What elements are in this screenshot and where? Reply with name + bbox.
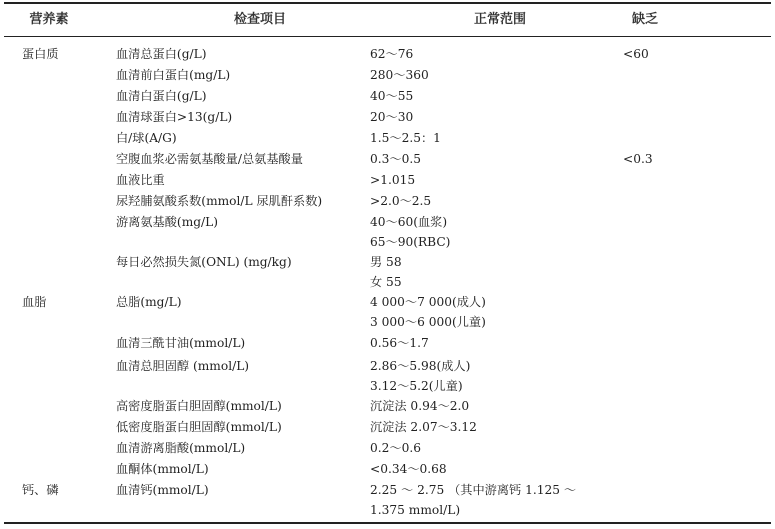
nutrient-label: 蛋白质 (22, 47, 59, 61)
table-bottom-rule (4, 522, 771, 524)
item-label: 尿羟脯氨酸系数(mmol/L 尿肌酐系数) (116, 194, 323, 208)
header-rule (4, 36, 771, 37)
range-value: 男 58 (370, 255, 402, 269)
item-label: 血液比重 (116, 173, 165, 187)
header-item: 检查项目 (233, 12, 286, 27)
item-label: 白/球(A/G) (116, 131, 177, 145)
item-label: 血清总胆固醇 (mmol/L) (116, 359, 250, 373)
range-value: >2.0～2.5 (370, 194, 432, 208)
range-value: 1.375 mmol/L) (370, 503, 461, 517)
range-value: >1.015 (370, 173, 416, 187)
range-value: 0.3～0.5 (370, 152, 421, 166)
item-label: 血清白蛋白(g/L) (116, 89, 207, 103)
range-value: 40～60(血浆) (370, 215, 448, 229)
range-value: 2.86～5.98(成人) (370, 359, 471, 373)
item-label: 血清前白蛋白(mg/L) (116, 68, 231, 82)
range-value: 3.12～5.2(儿童) (370, 379, 463, 393)
range-value: 62～76 (370, 47, 414, 61)
nutrient-label: 钙、磷 (22, 483, 59, 497)
header-range: 正常范围 (473, 12, 526, 27)
range-value: 65～90(RBC) (370, 235, 451, 249)
item-label: 高密度脂蛋白胆固醇(mmol/L) (116, 399, 282, 413)
range-value: 0.56～1.7 (370, 336, 429, 350)
range-value: 280～360 (370, 68, 429, 82)
range-value: 4 000～7 000(成人) (370, 295, 486, 309)
item-label: 空腹血浆必需氨基酸量/总氨基酸量 (116, 152, 303, 166)
item-label: 低密度脂蛋白胆固醇(mmol/L) (116, 420, 282, 434)
range-value: 沉淀法 2.07～3.12 (370, 420, 477, 434)
deficiency-value: <60 (623, 47, 649, 61)
item-label: 每日必然损失氮(ONL) (mg/kg) (116, 255, 292, 269)
deficiency-value: <0.3 (623, 152, 653, 166)
range-value: 3 000～6 000(儿童) (370, 315, 486, 329)
item-label: 血清三酰甘油(mmol/L) (116, 336, 246, 350)
item-label: 血清总蛋白(g/L) (116, 47, 207, 61)
item-label: 总脂(mg/L) (116, 295, 182, 309)
range-value: 2.25 ～ 2.75 （其中游离钙 1.125 ～ (370, 483, 577, 497)
table-top-rule (4, 2, 771, 4)
item-label: 血酮体(mmol/L) (116, 462, 209, 476)
range-value: 女 55 (370, 275, 402, 289)
nutrient-label: 血脂 (22, 295, 47, 309)
header-nutrient: 营养素 (29, 12, 69, 27)
range-value: 40～55 (370, 89, 414, 103)
range-value: 1.5～2.5：1 (370, 131, 441, 145)
item-label: 血清钙(mmol/L) (116, 483, 209, 497)
header-deficiency: 缺乏 (631, 12, 658, 27)
range-value: 0.2～0.6 (370, 441, 421, 455)
range-value: 沉淀法 0.94～2.0 (370, 399, 470, 413)
item-label: 血清球蛋白>13(g/L) (116, 110, 233, 124)
range-value: 20～30 (370, 110, 414, 124)
range-value: <0.34～0.68 (370, 462, 447, 476)
item-label: 游离氨基酸(mg/L) (116, 215, 219, 229)
item-label: 血清游离脂酸(mmol/L) (116, 441, 246, 455)
